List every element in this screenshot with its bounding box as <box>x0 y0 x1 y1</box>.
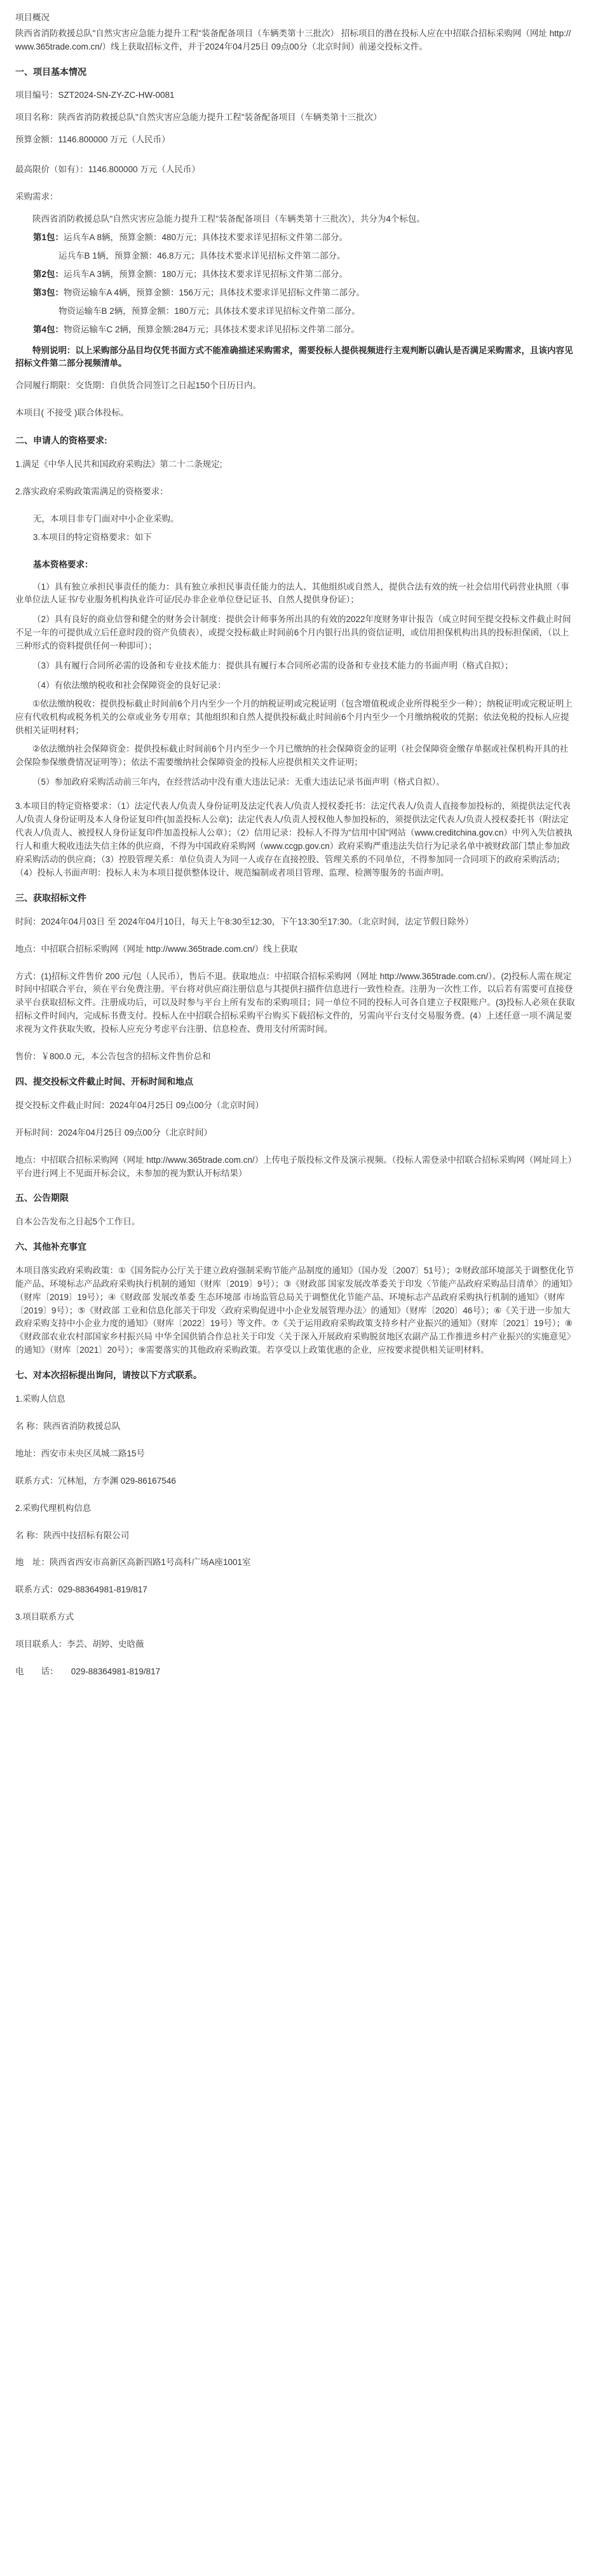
requirement-text: 陕西省消防救援总队"自然灾害应急能力提升工程"装备配备项目（车辆类第十三批次），共分为4个标包。 <box>32 214 425 224</box>
doc-place: 地点：中招联合招标采购网（网址 http://www.365trade.com.cn/）线上获取 <box>15 944 298 954</box>
submit-deadline: 提交投标文件截止时间：2024年04月25日 09点00分（北京时间） <box>15 1100 264 1110</box>
package-text: 运兵车A 3辆，预算金额：180万元；具体技术要求详见招标文件第二部分。 <box>64 269 348 279</box>
package-text: 物资运输车B 2辆，预算金额：180万元；具体技术要求详见招标文件第二部分。 <box>58 306 360 316</box>
requirement-1: 1.满足《中华人民共和国政府采购法》第二十二条规定; <box>15 459 222 469</box>
package-line <box>15 323 576 337</box>
budget-amount: 预算金额：1146.800000 万元（人民币） <box>15 135 170 145</box>
basic-requirement: （2）具有良好的商业信誉和健全的财务会计制度：提供会计师事务所出具的有效的2022年度财务审计报告（成立时间至提交投标文件截止时间不足一年的可提供成立后任意时段的资产负债表），或提交投标截止时间前6个月内银行出具的资信证明，或信用担保机构出具的投标担保函，（以上三种形式的资料提供任何一种即可）； <box>15 614 571 651</box>
package-text: 物资运输车A 4辆，预算金额：156万元；具体技术要求详见招标文件第二部分。 <box>64 287 365 297</box>
package-text: 运兵车B 1辆，预算金额：46.8万元；具体技术要求详见招标文件第二部分。 <box>58 250 346 261</box>
basic-requirement: （1）具有独立承担民事责任的能力：具有独立承担民事责任能力的法人、其他组织或自然人，提供合法有效的统一社会信用代码营业执照（事业单位法人证书/专业服务机构执业许可证/民办非企业单位登记证书、自然人提供身份证）； <box>15 581 569 605</box>
section-4-title: 四、提交投标文件截止时间、开标时间和地点 <box>15 1076 193 1087</box>
project-contact-title: 3.项目联系方式 <box>15 1612 74 1622</box>
section-6-title: 六、其他补充事宜 <box>15 1242 86 1252</box>
section-3-title: 三、获取招标文件 <box>15 893 86 904</box>
section-5-title: 五、公告期限 <box>15 1193 69 1203</box>
package-name: 第2包： <box>33 269 64 279</box>
package-line <box>15 305 576 318</box>
contract-term: 合同履行期限：交货期：自供货合同签订之日起150个日历日内。 <box>15 381 262 391</box>
package-line <box>15 287 576 300</box>
project-contact-phone: 电 话： 029-88364981-819/817 <box>15 1667 161 1677</box>
project-contact-person: 项目联系人：李芸、胡婷、史晗薇 <box>15 1639 144 1650</box>
package-name: 第4包： <box>33 324 64 334</box>
specific-requirements: 3.本项目的特定资格要求：（1）法定代表人/负责人身份证明及法定代表人/负责人授权委托书：法定代表人/负责人直接参加投标的，须提供法定代表人/负责人身份证明及本人身份证复印件(加盖投标人公章)；法定代表人/负责人授权他人参加投标的，须提供法定代表人/负责人授权委托书（附法定代表人/负责人、被授权人身份证复印件加盖投标人公章）；（2）信用记录：投标人不得为"信用中国"网站（www.creditchina.gov.cn）中列入失信被执行人和重大税收违法失信主体的供应商，不得为中国政府采购网（www.ccgp.gov.cn）政府采购严重违法失信行为记录名单中被财政部门禁止参加政府采购活动的供应商；（3）控股管理关系：单位负责人为同一人或存在直接控股、管理关系的不同单位，不得参加同一合同项下的政府采购活动；（4）投标人书面声明：投标人未为本项目提供整体设计、规范编制或者项目管理、监理、检测等服务的书面声明。 <box>15 801 573 878</box>
supplementary-text: 本项目落实政府采购政策：①《国务院办公厅关于建立政府强制采购节能产品制度的通知》（国办发〔2007〕51号）；②财政部环境部关于调整优化节能产品、环境标志产品政府采购执行机制的通知（财库〔2019〕9号）；③《财政部 国家发展改革委关于印发〈节能产品政府采购品目清单〉的通知》（财库〔2019〕19号）；④《财政部 发展改革委 生态环境部 市场监管总局关于调整优化节能产品、环境标志产品政府采购执行机制的通知》（财库〔2019〕9号）；⑤《财政部 工业和信息化部关于印发〈政府采购促进中小企业发展管理办法〉的通知》（财库〔2020〕46号）；⑥《关于进一步加大政府采购支持中小企业力度的通知》（财库〔2022〕19号）等文件。⑦《关于运用政府采购政策支持乡村产业振兴的通知》（财库〔2021〕19号）；⑧《财政部农业农村部国家乡村振兴局 中华全国供销合作总社关于印发〈关于深入开展政府采购脱贫地区农副产品工作推进乡村产业振兴的实施意见〉的通知》（财库〔2021〕20号）；⑨需要落实的其他政府采购政策。若享受以上政策优惠的企业，应按要求提供相关证明材料。 <box>15 1265 576 1355</box>
requirement-2-note: 无，本项目非专门面对中小企业采购。 <box>33 513 179 524</box>
agency-address: 地 址：陕西省西安市高新区高新四路1号高科广场A座1001室 <box>15 1557 251 1568</box>
requirement-2: 2.落实政府采购政策需满足的资格要求： <box>15 486 168 496</box>
basic-requirement: （5）参加政府采购活动前三年内，在经营活动中没有重大违法记录：无重大违法记录书面声明（格式自拟）。 <box>32 776 445 787</box>
purchaser-address: 地址：西安市未央区凤城二路15号 <box>15 1448 146 1458</box>
basic-requirement: （3）具有履行合同所必需的设备和专业技术能力：提供具有履行本合同所必需的设备和专业技术能力的书面声明（格式自拟）； <box>32 661 513 671</box>
basic-requirement: ②依法缴纳社会保障资金：提供投标截止时间前6个月内至少一个月已缴纳的社会保障资金的证明（社会保障资金缴存单据或社保机构开具的社会保险参保缴费情况证明等）；依法不需要缴纳社会保障资金的投标人应提供相关文件证明； <box>15 743 569 767</box>
joint-bid-note: 本项目( 不接受 )联合体投标。 <box>15 408 129 418</box>
requirement-label: 采购需求： <box>15 192 58 202</box>
basic-requirement: ①依法缴纳税收：提供投标截止时间前6个月内至少一个月的纳税证明或完税证明（包含增值税或企业所得税至少一种）；纳税证明或完税证明上应有代收机构或税务机关的公章或业务专用章；其他组织和自然人提供投标截止时间前6个月内至少一个月缴纳税收的凭据；依法免税的投标人应提供相关证明材料； <box>15 698 573 735</box>
section-7-title: 七、对本次招标提出询问，请按以下方式联系。 <box>15 1370 202 1381</box>
basic-requirement: （4）有依法缴纳税收和社会保障资金的良好记录： <box>32 681 226 691</box>
max-price: 最高限价（如有）：1146.800000 万元（人民币） <box>15 165 200 175</box>
package-name: 第1包： <box>33 232 64 242</box>
package-line <box>15 250 576 263</box>
section-1-title: 一、项目基本情况 <box>15 66 86 77</box>
doc-time: 时间：2024年04月03日 至 2024年04月10日，每天上午8:30至12:30，下午13:30至17:30。（北京时间，法定节假日除外） <box>15 916 474 926</box>
project-name: 项目名称：陕西省消防救援总队"自然灾害应急能力提升工程"装备配备项目（车辆类第十三批次） <box>15 112 382 123</box>
doc-price: 售价：￥800.0 元，本公告包含的招标文件售价总和 <box>15 1052 211 1062</box>
purchaser-name: 名 称：陕西省消防救援总队 <box>15 1421 121 1431</box>
special-note: 特别说明：以上采购部分品目均仅凭书面方式不能准确描述采购需求，需要投标人提供视频进行主观判断以确认是否满足采购需求，且该内容见招标文件第二部分视频清单。 <box>15 345 573 369</box>
notice-period: 自本公告发布之日起5个工作日。 <box>15 1217 140 1227</box>
project-number: 项目编号：SZT2024-SN-ZY-ZC-HW-0081 <box>15 90 175 100</box>
intro-heading: 项目概况 <box>15 13 50 22</box>
purchaser-contact: 联系方式：冗林旭，方李渊 029-86167546 <box>15 1475 176 1486</box>
section-2-title: 二、申请人的资格要求: <box>15 435 107 446</box>
agency-name: 名 称：陕西中技招标有限公司 <box>15 1530 130 1540</box>
intro-text: 陕西省消防救援总队"自然灾害应急能力提升工程"装备配备项目（车辆类第十三批次） 招标项目的潜在投标人应在中招联合招标采购网（网址 http://www.365trade.com.cn/）线上获取招标文件，并于2024年04月25日 09点00分（北京时间）前递交投标文件。 <box>15 28 571 51</box>
requirement-3: 3.本项目的特定资格要求：如下 <box>33 532 152 542</box>
opening-time: 开标时间：2024年04月25日 09点00分（北京时间） <box>15 1127 212 1137</box>
doc-method: 方式：(1)招标文件售价 200 元/包（人民币），售后不退。获取地点：中招联合招标采购网（网址 http://www.365trade.com.cn/）。(2)投标人需在规定时间中招联合平台，须在平台免费注册。平台将对供应商注册信息与其提供扫描件信息进行一致性检查。注册为一次性工作，以后若有需要可直接登录平台获取招标文件。注册成功后，可以及时参与平台上所有发布的采购项目；同一单位不同的投标人可各自建立子权限账户。(3)投标人必须在获取招标文件时间内，完成标书费支付。投标人在中招联合招标采购平台购买下载招标文件的，另需向平台支付交易服务费。(4）上述任意一项不满足要求视为文件获取失败，投标人应充分考虑平台注册、信息检查、费用支付所需时间。 <box>15 971 575 1034</box>
agency-info-title: 2.采购代理机构信息 <box>15 1503 92 1513</box>
basic-requirements-title: 基本资格要求： <box>33 559 93 569</box>
agency-contact: 联系方式：029-88364981-819/817 <box>15 1585 147 1595</box>
package-name: 第3包： <box>33 287 64 297</box>
package-line <box>15 231 576 245</box>
purchaser-info-title: 1.采购人信息 <box>15 1393 65 1404</box>
package-text: 物资运输车C 2辆，预算金额:284万元；具体技术要求详见招标文件第二部分。 <box>64 324 360 334</box>
package-text: 运兵车A 8辆，预算金额：480万元；具体技术要求详见招标文件第二部分。 <box>64 232 348 242</box>
opening-place: 地点：中招联合招标采购网（网址 http://www.365trade.com.cn/）上传电子版投标文件及演示视频。（投标人需登录中招联合招标采购网（网址同上）平台进行网上不见面开标会议，未参加的视为默认开标结果） <box>15 1155 573 1178</box>
package-line <box>15 268 576 281</box>
